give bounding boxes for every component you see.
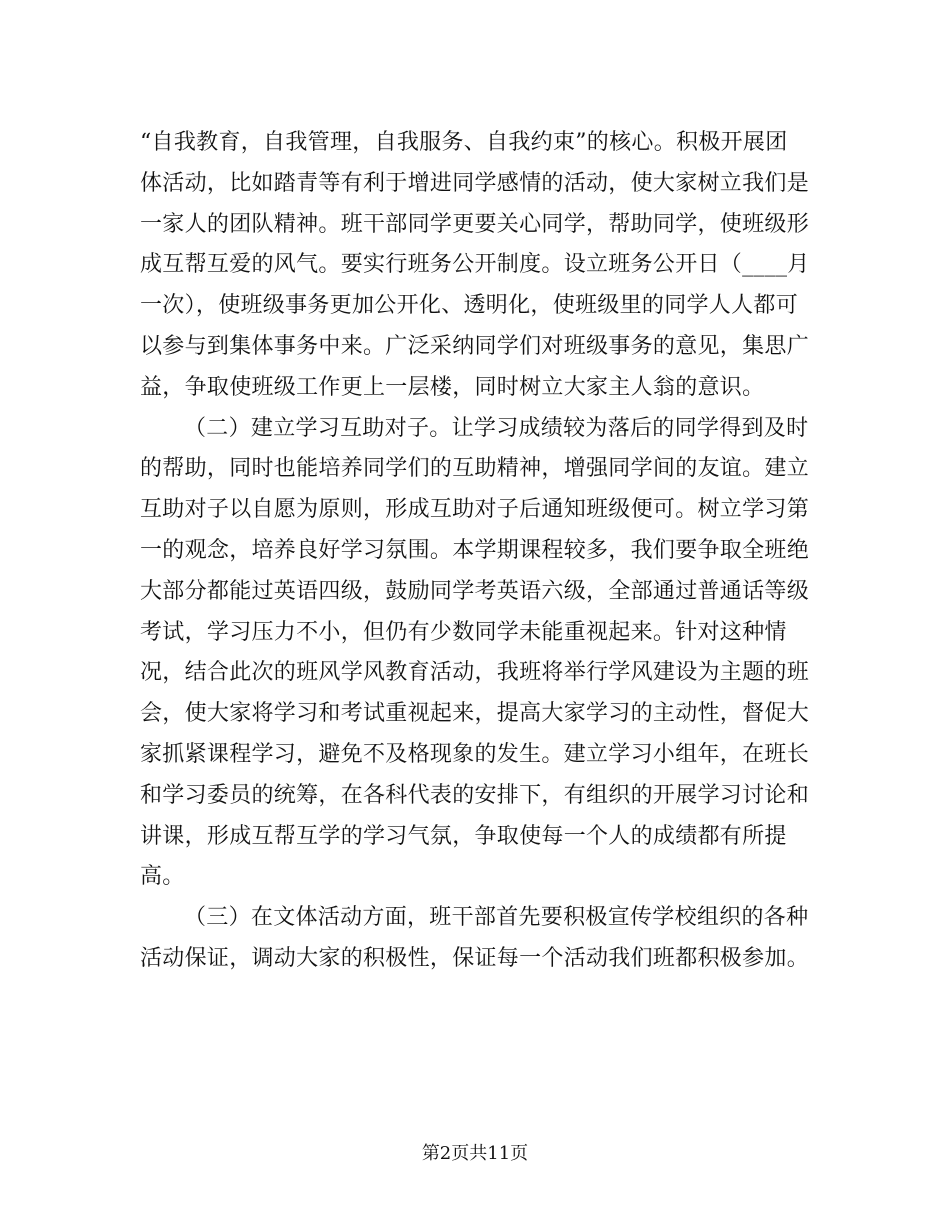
text-line: 讲课，形成互帮互学的学习气氛，争取使每一个人的成绩都有所提 [140, 823, 787, 849]
text-line: “自我教育，自我管理，自我服务、自我约束”的核心。积极开展团 [140, 130, 788, 155]
text-line: 一次），使班级事务更加公开化、透明化，使班级里的同学人人都可 [140, 293, 799, 319]
text-line: 考试，学习压力不小，但仍有少数同学未能重视起来。针对这种情 [140, 619, 787, 645]
text-line: 以参与到集体事务中来。广泛采纳同学们对班级事务的意见，集思广 [140, 333, 810, 359]
paragraph-1-continued [140, 123, 810, 409]
page-number-indicator: 第2页共11页 [421, 1143, 529, 1164]
text-line: 家抓紧课程学习，避免不及格现象的发生。建立学习小组年，在班长 [140, 741, 810, 767]
paragraph-3-sports-activities [140, 898, 810, 980]
document-body [140, 123, 810, 980]
text-line: 成互帮互爱的风气。要实行班务公开制度。设立班务公开日（____月 [140, 252, 810, 278]
text-line: 活动保证，调动大家的积极性，保证每一个活动我们班都积极参加。 [140, 945, 810, 971]
text-line: 会，使大家将学习和考试重视起来，提高大家学习的主动性，督促大 [140, 701, 810, 727]
text-line: 益，争取使班级工作更上一层楼，同时树立大家主人翁的意识。 [140, 374, 765, 400]
page-footer [0, 1142, 950, 1166]
text-line: 互助对子以自愿为原则，形成互助对子后通知班级便可。树立学习第 [140, 497, 810, 523]
text-line: （二）建立学习互助对子。让学习成绩较为落后的同学得到及时 [184, 415, 809, 441]
text-line: 一家人的团队精神。班干部同学更要关心同学，帮助同学，使班级形 [140, 211, 810, 237]
text-line: 体活动，比如踏青等有利于增进同学感情的活动，使大家树立我们是 [140, 170, 810, 196]
text-line: 大部分都能过英语四级，鼓励同学考英语六级，全部通过普通话等级 [140, 578, 810, 604]
text-line: 和学习委员的统筹，在各科代表的安排下，有组织的开展学习讨论和 [140, 782, 810, 808]
text-line: 况，结合此次的班风学风教育活动，我班将举行学风建设为主题的班 [140, 660, 810, 686]
text-line: 一的观念，培养良好学习氛围。本学期课程较多，我们要争取全班绝 [140, 537, 810, 563]
text-line: （三）在文体活动方面，班干部首先要积极宣传学校组织的各种 [184, 905, 809, 931]
text-line: 的帮助，同时也能培养同学们的互助精神，增强同学间的友谊。建立 [140, 456, 810, 482]
paragraph-2-study-pairs [140, 409, 810, 899]
text-line: 高。 [140, 864, 185, 890]
